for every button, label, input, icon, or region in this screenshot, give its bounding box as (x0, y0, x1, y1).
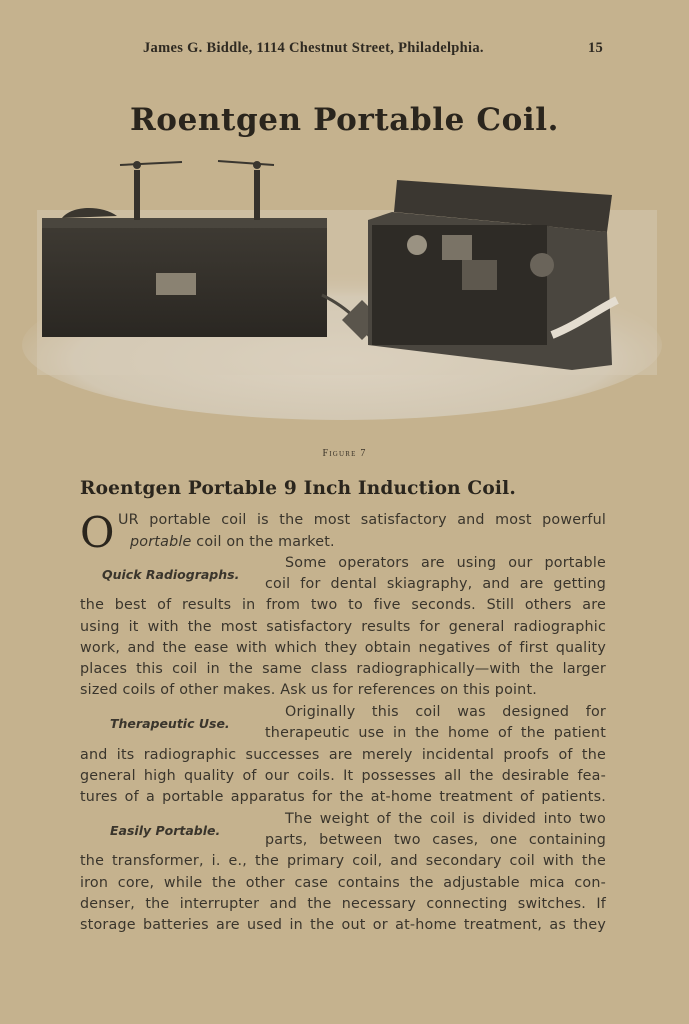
page-title: Roentgen Portable Coil. (129, 102, 560, 138)
sidenote-therapeutic-use: Therapeutic Use. (110, 716, 230, 731)
p3-line-2: parts, between two cases, one containing (265, 832, 606, 848)
p2-line-3: and its radiographic successes are merely incidental proofs of the (80, 747, 606, 763)
sidenote-easily-portable: Easily Portable. (110, 823, 221, 838)
figure-caption: Figure 7 (322, 448, 367, 459)
coil-photograph (22, 150, 662, 425)
p2-line-4: general high quality of our coils. It possesses all the desirable fea- (80, 768, 606, 784)
p1-line-1: Some operators are using our portable (285, 555, 606, 571)
p3-line-3: the transformer, i. e., the primary coil, and secondary coil with the (80, 853, 606, 869)
p3-line-6: storage batteries are used in the out or at-home treatment, as they (80, 917, 606, 933)
intro-line-1: UR portable coil is the most satisfactory and most powerful (118, 512, 606, 528)
p1-line-5: work, and the ease with which they obtain negatives of first quality (80, 640, 606, 656)
intro-line-2-rest: coil on the market. (191, 534, 335, 550)
transformer-case (42, 161, 327, 337)
p3-line-4: iron core, while the other case contains the adjustable mica con- (80, 875, 606, 891)
page-number: 15 (588, 40, 604, 56)
running-title: James G. Biddle, 1114 Chestnut Street, Philadelphia. (143, 40, 484, 56)
p2-line-1: Originally this coil was designed for (285, 704, 606, 720)
intro-line-2 (130, 532, 335, 553)
p1-line-7: sized coils of other makes. Ask us for references on this point. (80, 682, 537, 698)
sidenote-quick-radiographs: Quick Radiographs. (102, 567, 240, 582)
running-head (0, 40, 689, 60)
section-title: Roentgen Portable 9 Inch Induction Coil. (80, 478, 516, 499)
p1-line-6: places this coil in the same class radiographically—with the larger (80, 661, 606, 677)
p2-line-2: therapeutic use in the home of the patient (265, 725, 606, 741)
p3-line-1: The weight of the coil is divided into two (285, 811, 606, 827)
drop-cap: O (80, 508, 115, 557)
p1-line-3: the best of results in from two to five seconds. Still others are (80, 597, 606, 613)
p2-line-5: tures of a portable apparatus for the at-home treatment of patients. (80, 789, 606, 805)
p1-line-4: using it with the most satisfactory results for general radiographic (80, 619, 606, 635)
p3-line-5: denser, the interrupter and the necessary connecting switches. If (80, 896, 606, 912)
p1-line-2: coil for dental skiagraphy, and are getting (265, 576, 606, 592)
interrupter-case (368, 180, 617, 370)
intro-emphasis: portable (130, 534, 192, 550)
